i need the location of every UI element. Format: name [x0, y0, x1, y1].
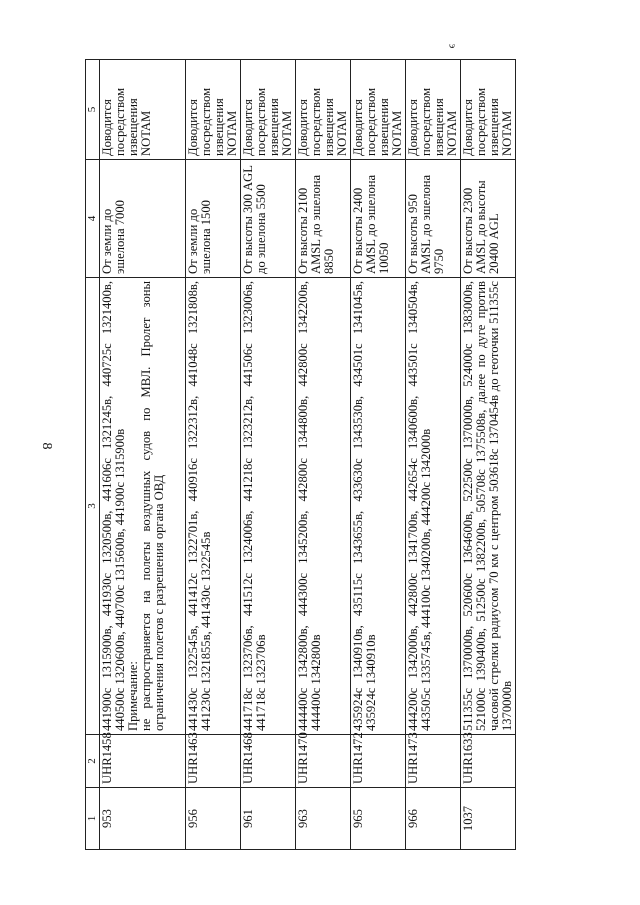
altitude-limits: От земли до эшелона 7000	[100, 160, 186, 278]
note-label: Примечание:	[126, 661, 140, 731]
table-row	[461, 60, 516, 850]
zone-coordinates	[100, 278, 186, 735]
altitude-limits: От высоты 2400 AMSL до эшелона 10050	[351, 160, 406, 278]
altitude-limits: От высоты 300 AGL до эшелона 5500	[241, 160, 296, 278]
notice-method: Доводится посредством извещения NOTAM	[100, 60, 186, 160]
header-col-3: 3	[86, 278, 100, 735]
header-col-5: 5	[86, 60, 100, 160]
table-row	[351, 60, 406, 850]
row-number: 965	[351, 788, 406, 850]
restricted-zones-table	[85, 59, 516, 850]
notice-method: Доводится посредством извещения NOTAM	[406, 60, 461, 160]
zone-code: UHR1468	[241, 735, 296, 788]
header-col-2: 2	[86, 735, 100, 788]
altitude-limits: От высоты 2300 AMSL до высоты 20400 AGL	[461, 160, 516, 278]
altitude-limits: От высоты 2100 AMSL до эшелона 8850	[296, 160, 351, 278]
zone-coordinates: 435924с 1340910в, 435115с 1343655в, 433630с 1343530в, 434501с 1341045в, 435924с 1340910в	[351, 278, 406, 735]
table-row	[186, 60, 241, 850]
note-text: не распространяется на полеты воздушных судов по МВЛ. Пролет зоны ограничения полетов с разрешения органа ОВД	[139, 281, 166, 731]
zone-coordinates: 511355с 1370000в, 520600с 1364600в, 522500с 1370000в, 524000с 1383000в, 521000с 1390400в, 512500с 1382200в, 505708с 1375508в, далее по дуге против часовой стрелки радиусом 70 км с центром 503618с 1370454в до геоточки 511355с 1370000в	[461, 278, 516, 735]
row-number: 966	[406, 788, 461, 850]
zone-code: UHR1470	[296, 735, 351, 788]
zone-coordinates: 441718с 1323706в, 441512с 1324006в, 441218с 1323212в, 441506с 1323006в, 441718с 1323706в	[241, 278, 296, 735]
header-col-1: 1	[86, 788, 100, 850]
table-row	[100, 60, 186, 850]
zone-code: UHR1633	[461, 735, 516, 788]
notice-method: Доводится посредством извещения NOTAM	[461, 60, 516, 160]
coordinates-text: 441900с 1315900в, 441930с 1320500в, 441606с 1321245в, 440725с 1321400в, 440500с 1320600в, 440700с 1315600в, 441900с 1315900в	[100, 281, 127, 731]
row-number: 953	[100, 788, 186, 850]
row-number: 956	[186, 788, 241, 850]
notice-method: Доводится посредством извещения NOTAM	[241, 60, 296, 160]
header-col-4: 4	[86, 160, 100, 278]
zone-code: UHR1458	[100, 735, 186, 788]
zone-code: UHR1472	[351, 735, 406, 788]
notice-method: Доводится посредством извещения NOTAM	[351, 60, 406, 160]
zone-code: UHR1463	[186, 735, 241, 788]
altitude-limits: От высоты 950 AMSL до эшелона 9750	[406, 160, 461, 278]
notice-method: Доводится посредством извещения NOTAM	[296, 60, 351, 160]
table-row	[296, 60, 351, 850]
table-header-row	[86, 60, 100, 850]
corner-mark: э	[446, 43, 459, 49]
zone-coordinates: 444200с 1342000в, 442800с 1341700в, 442654с 1340600в, 443501с 1340504в, 443505с 1335745в, 444100с 1340200в, 444200с 1342000в	[406, 278, 461, 735]
row-number: 963	[296, 788, 351, 850]
zone-coordinates: 441430с 1322545в, 441412с 1322701в, 440916с 1322312в, 441048с 1321808в, 441230с 1321855в, 441430с 1322545в	[186, 278, 241, 735]
zone-coordinates: 444400с 1342800в, 444300с 1345200в, 442800с 1344800в, 442800с 1342200в, 444400с 1342800в	[296, 278, 351, 735]
rotated-table-container	[85, 60, 514, 850]
page-number: 8	[39, 442, 54, 450]
row-number: 961	[241, 788, 296, 850]
table-row	[241, 60, 296, 850]
table-row	[406, 60, 461, 850]
zone-code: UHR1473	[406, 735, 461, 788]
altitude-limits: От земли до эшелона 1500	[186, 160, 241, 278]
notice-method: Доводится посредством извещения NOTAM	[186, 60, 241, 160]
row-number: 1037	[461, 788, 516, 850]
